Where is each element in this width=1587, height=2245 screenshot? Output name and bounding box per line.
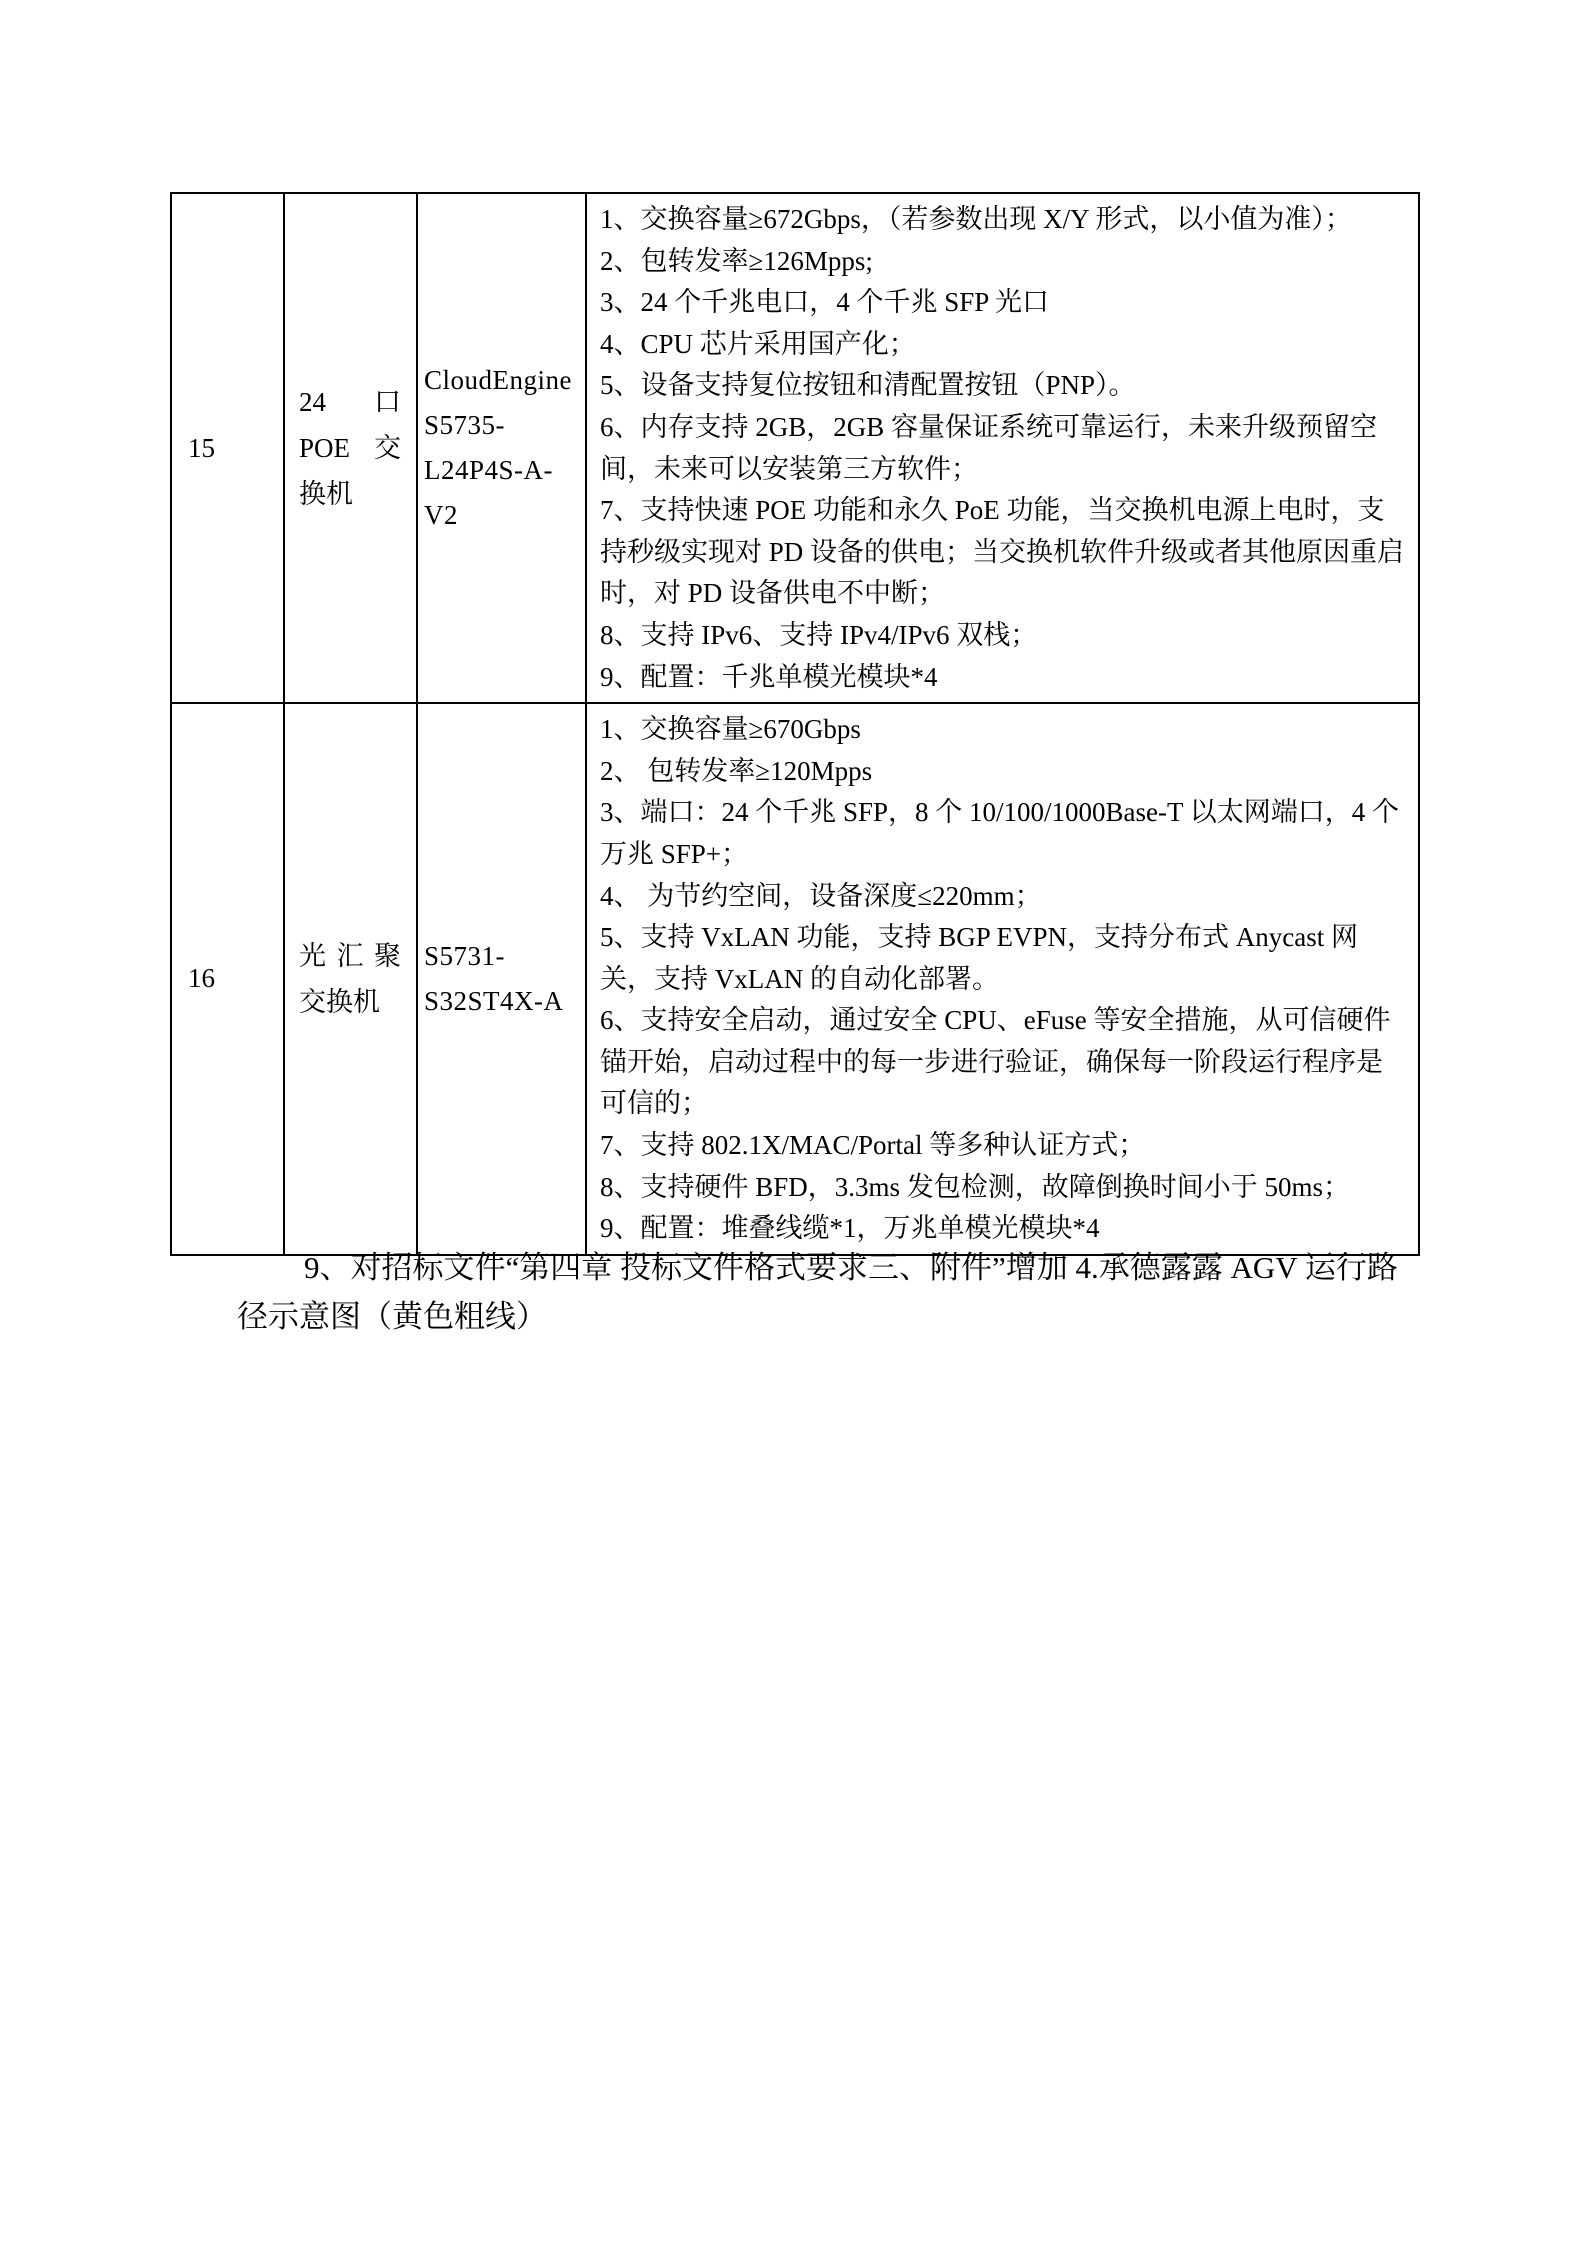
device-model: S5731-S32ST4X-A	[417, 703, 586, 1255]
equipment-spec-table	[170, 192, 1420, 1256]
spec-item: 8、支持 IPv6、支持 IPv4/IPv6 双栈；	[600, 619, 1038, 650]
row-number: 15	[171, 193, 284, 703]
spec-item: 9、配置：堆叠线缆*1，万兆单模光模块*4	[600, 1213, 1100, 1244]
spec-item: 5、设备支持复位按钮和清配置按钮（PNP）。	[600, 370, 1136, 401]
spec-item: 7、支持快速 POE 功能和永久 PoE 功能，当交换机电源上电时，支持秒级实现对 PD 设备的供电；当交换机软件升级或者其他原因重启时，对 PD 设备供电不中断；	[600, 495, 1405, 609]
spec-item: 2、包转发率≥126Mpps;	[600, 245, 873, 276]
amendment-note: 9、对招标文件“第四章 投标文件格式要求三、附件”增加 4.承德露露 AGV 运行路径示意图（黄色粗线）	[237, 1250, 1398, 1334]
device-name: 光汇聚交换机	[284, 703, 417, 1255]
device-spec-cell	[586, 703, 1419, 1255]
spec-item: 3、24 个千兆电口，4 个千兆 SFP 光口	[600, 287, 1050, 318]
spec-item: 1、交换容量≥670Gbps	[600, 714, 861, 745]
spec-item: 2、 包转发率≥120Mpps	[600, 755, 873, 786]
spec-item: 4、 为节约空间，设备深度≤220mm；	[600, 880, 1042, 911]
spec-item: 5、支持 VxLAN 功能，支持 BGP EVPN，支持分布式 Anycast 网关，支持 VxLAN 的自动化部署。	[600, 922, 1358, 994]
device-model: CloudEngine S5735-L24P4S-A-V2	[417, 193, 586, 703]
device-spec-cell	[586, 193, 1419, 703]
spec-item: 1、交换容量≥672Gbps，（若参数出现 X/Y 形式，以小值为准）；	[600, 204, 1352, 234]
table-row-15	[171, 193, 1419, 703]
spec-item: 9、配置：千兆单模光模块*4	[600, 661, 938, 692]
table-row-16	[171, 703, 1419, 1255]
spec-item: 6、支持安全启动，通过安全 CPU、eFuse 等安全措施，从可信硬件锚开始，启动过程中的每一步进行验证，确保每一阶段运行程序是可信的；	[600, 1005, 1391, 1119]
spec-item: 8、支持硬件 BFD，3.3ms 发包检测，故障倒换时间小于 50ms；	[600, 1171, 1351, 1202]
device-name: 24 口 POE 交换机	[284, 193, 417, 703]
spec-item: 6、内存支持 2GB，2GB 容量保证系统可靠运行，未来升级预留空间，未来可以安装第三方软件；	[600, 411, 1378, 484]
spec-item: 7、支持 802.1X/MAC/Portal 等多种认证方式；	[600, 1130, 1146, 1161]
spec-item: 3、端口：24 个千兆 SFP，8 个 10/100/1000Base-T 以太网端口，4 个万兆 SFP+；	[600, 797, 1400, 869]
row-number: 16	[171, 703, 284, 1255]
spec-item: 4、CPU 芯片采用国产化；	[600, 328, 916, 359]
